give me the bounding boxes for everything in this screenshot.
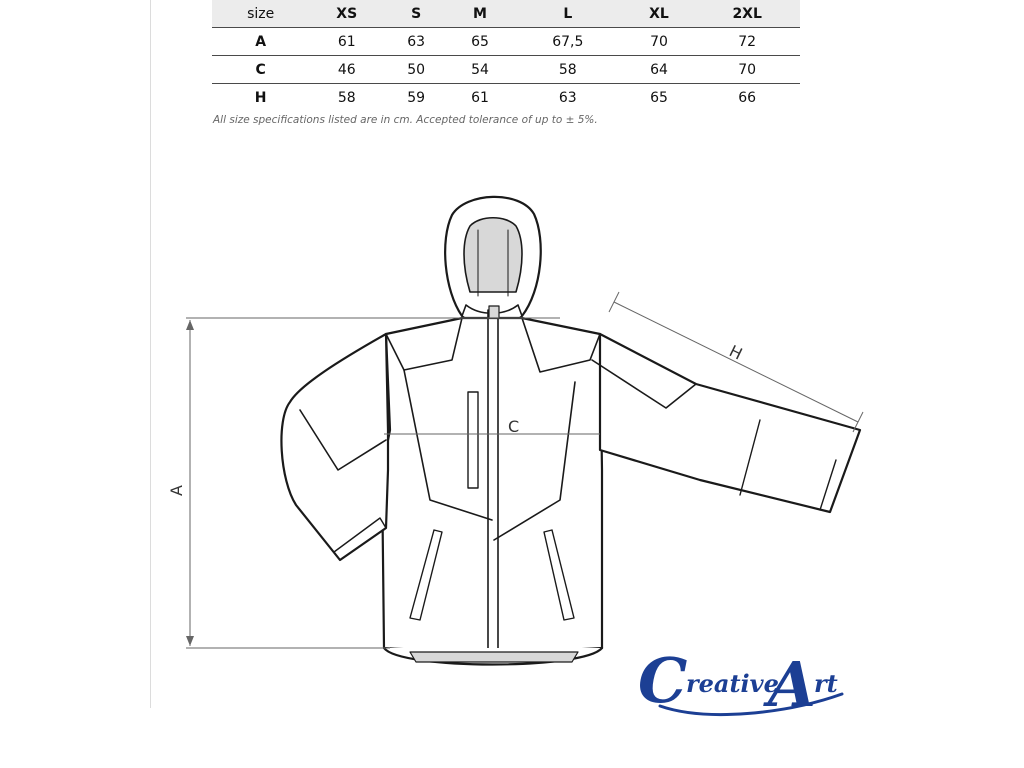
zipper-tab: [489, 306, 499, 318]
left-sleeve: [281, 334, 388, 560]
logo-letter-c: C: [638, 644, 688, 717]
table-cell: 66: [738, 89, 757, 106]
header-size: size: [212, 0, 309, 28]
table-cell: 67,5: [512, 28, 624, 56]
table-cell: 63: [558, 89, 577, 106]
a-arrow-down: [186, 636, 194, 646]
table-cell: 65: [448, 28, 512, 56]
row-label: C: [212, 56, 309, 84]
header-l: L: [512, 0, 624, 28]
table-cell: 70: [624, 28, 695, 56]
a-arrow-up: [186, 320, 194, 330]
header-s: S: [384, 0, 448, 28]
header-2xl: 2XL: [694, 0, 800, 28]
hood-inner: [464, 218, 522, 292]
logo-letter-a: A: [768, 648, 817, 721]
table-cell: 63: [384, 28, 448, 56]
jacket-outline: [281, 197, 860, 665]
header-xs: XS: [309, 0, 384, 28]
logo-text-reative: reative: [686, 669, 779, 698]
table-cell: 46: [309, 56, 384, 84]
table-cell: 64: [624, 56, 695, 84]
h-tick-start: [609, 292, 619, 312]
table-cell: 58: [512, 56, 624, 84]
logo-text-rt: rt: [814, 669, 838, 698]
creative-art-logo: [636, 636, 848, 726]
table-cell: 54: [448, 56, 512, 84]
header-m: M: [448, 0, 512, 28]
table-cell: 61: [309, 28, 384, 56]
row-label: A: [212, 28, 309, 56]
label-c: C: [508, 417, 520, 436]
label-a: A: [167, 485, 186, 496]
right-sleeve: [600, 334, 860, 512]
table-cell: 61: [471, 89, 489, 106]
header-xl: XL: [624, 0, 695, 28]
table-cell: 65: [650, 89, 668, 106]
table-cell: 50: [384, 56, 448, 84]
table-cell: 58: [337, 89, 356, 106]
size-note: All size specifications listed are in cm. Accepted tolerance of up to ± 5%.: [213, 114, 598, 126]
table-cell: 72: [694, 28, 800, 56]
hem-band: [410, 652, 578, 662]
table-cell: 70: [694, 56, 800, 84]
row-label: H: [254, 89, 267, 106]
table-cell: 59: [407, 89, 426, 106]
label-h: H: [726, 341, 746, 364]
